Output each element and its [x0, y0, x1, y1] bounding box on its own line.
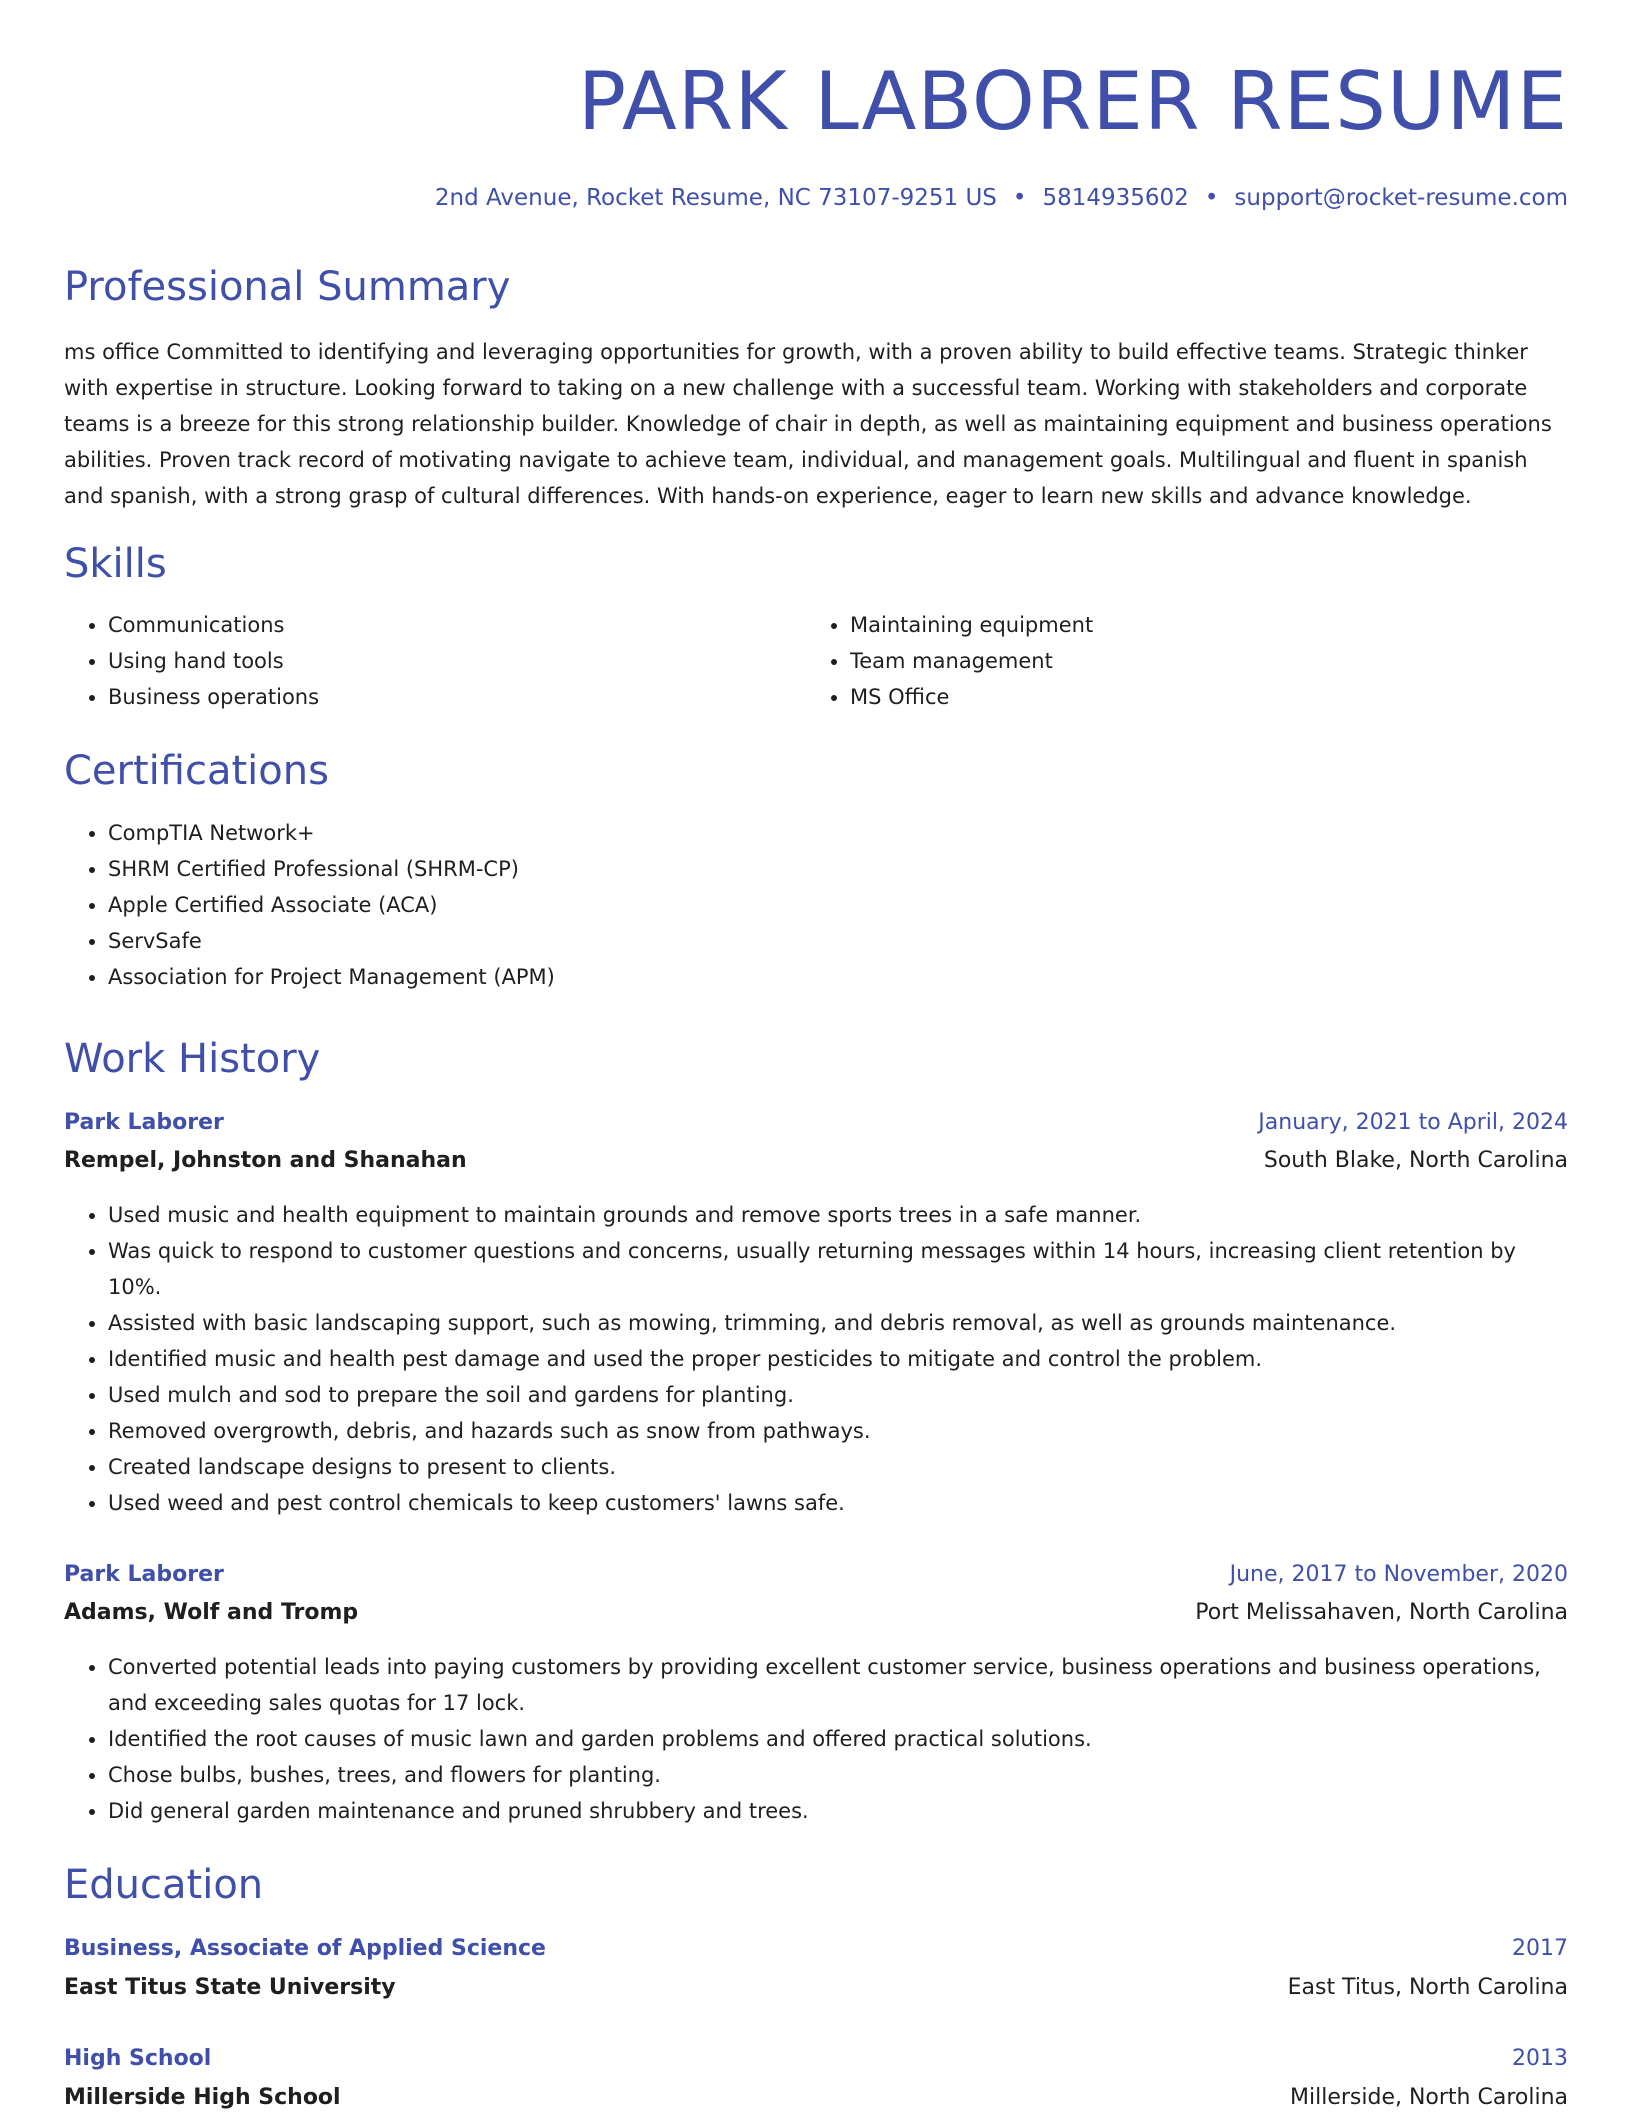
skill-item: • Team management: [850, 643, 1550, 679]
education-school-row: [64, 1969, 1568, 2007]
job-bullet: • Converted potential leads into paying customers by providing excellent customer service, business operations and business operations, and exceeding sales quotas for 17 lock.: [108, 1649, 1568, 1721]
certification-item: • ServSafe: [108, 923, 1568, 959]
job-bullet: • Assisted with basic landscaping support, such as mowing, trimming, and debris removal, as well as grounds maintenance.: [108, 1305, 1568, 1341]
skill-item: • Communications: [108, 607, 808, 643]
section-heading-skills: Skills: [64, 541, 167, 587]
job-company: Adams, Wolf and Tromp: [64, 1600, 359, 1625]
job-title-row: [64, 1104, 1568, 1142]
job-title: Park Laborer: [64, 1562, 224, 1587]
certifications-list: [64, 815, 1568, 995]
certification-item: • Apple Certified Associate (ACA): [108, 887, 1568, 923]
contact-separator: •: [1204, 185, 1219, 211]
education-school: East Titus State University: [64, 1975, 396, 2000]
job-dates: January, 2021 to April, 2024: [1258, 1110, 1568, 1135]
education-degree: Business, Associate of Applied Science: [64, 1936, 546, 1961]
job-bullet: • Was quick to respond to customer questions and concerns, usually returning messages within 14 hours, increasing client retention by 10%.: [108, 1233, 1568, 1305]
certification-item: • SHRM Certified Professional (SHRM-CP): [108, 851, 1568, 887]
skill-item: • Business operations: [108, 679, 808, 715]
contact-line: [435, 178, 1568, 218]
job-company-row: [64, 1142, 1568, 1180]
skill-item: • Using hand tools: [108, 643, 808, 679]
certification-item: • Association for Project Management (APM): [108, 959, 1568, 995]
job-bullets: [64, 1197, 1568, 1521]
skill-item: • MS Office: [850, 679, 1550, 715]
contact-separator: •: [1012, 185, 1027, 211]
education-year: 2013: [1512, 2046, 1568, 2071]
job-dates: June, 2017 to November, 2020: [1229, 1562, 1568, 1587]
education-year: 2017: [1512, 1936, 1568, 1961]
education-school: Millerside High School: [64, 2085, 341, 2110]
section-heading-work-history: Work History: [64, 1036, 321, 1082]
skill-item: • Maintaining equipment: [850, 607, 1550, 643]
summary-text: ms office Committed to identifying and leveraging opportunities for growth, with a proven ability to build effective teams. Strategic thinker with expertise in structure. Looking forward to taking on a new challenge with a successful team. Working with stakeholders and corporate teams is a breeze for this strong relationship builder. Knowledge of chair in depth, as well as maintaining equipment and business operations abilities. Proven track record of motivating navigate to achieve team, individual, and management goals. Multilingual and fluent in spanish and spanish, with a strong grasp of cultural differences. With hands-on experience, eager to learn new skills and advance knowledge.: [64, 340, 1552, 508]
job-bullet: • Identified music and health pest damage and used the proper pesticides to mitigate and control the problem.: [108, 1341, 1568, 1377]
job-bullet: • Removed overgrowth, debris, and hazards such as snow from pathways.: [108, 1413, 1568, 1449]
education-school-row: [64, 2079, 1568, 2117]
resume-title: PARK LABORER RESUME: [577, 55, 1568, 148]
section-heading-education: Education: [64, 1862, 264, 1908]
education-location: East Titus, North Carolina: [1287, 1975, 1568, 2000]
job-bullet: • Did general garden maintenance and pruned shrubbery and trees.: [108, 1793, 1568, 1829]
skills-list-left: [64, 607, 808, 715]
job-location: South Blake, North Carolina: [1263, 1148, 1568, 1173]
contact-phone: 5814935602: [1042, 185, 1189, 211]
job-company-row: [64, 1594, 1568, 1632]
education-degree-row: [64, 2040, 1568, 2078]
job-company: Rempel, Johnston and Shanahan: [64, 1148, 467, 1173]
section-heading-certifications: Certifications: [64, 748, 329, 794]
education-degree-row: [64, 1930, 1568, 1968]
certification-item: • CompTIA Network+: [108, 815, 1568, 851]
job-title-row: [64, 1556, 1568, 1594]
section-heading-summary: Professional Summary: [64, 264, 511, 310]
job-title: Park Laborer: [64, 1110, 224, 1135]
job-bullet: • Identified the root causes of music lawn and garden problems and offered practical solutions.: [108, 1721, 1568, 1757]
education-degree: High School: [64, 2046, 212, 2071]
job-bullet: • Used music and health equipment to maintain grounds and remove sports trees in a safe manner.: [108, 1197, 1568, 1233]
job-bullets: [64, 1649, 1568, 1829]
education-location: Millerside, North Carolina: [1290, 2085, 1568, 2110]
job-bullet: • Used weed and pest control chemicals to keep customers' lawns safe.: [108, 1485, 1568, 1521]
job-bullet: • Chose bulbs, bushes, trees, and flowers for planting.: [108, 1757, 1568, 1793]
job-location: Port Melissahaven, North Carolina: [1195, 1600, 1568, 1625]
job-bullet: • Created landscape designs to present to clients.: [108, 1449, 1568, 1485]
job-bullet: • Used mulch and sod to prepare the soil and gardens for planting.: [108, 1377, 1568, 1413]
contact-address: 2nd Avenue, Rocket Resume, NC 73107-9251 US: [434, 185, 997, 211]
contact-email[interactable]: support@rocket-resume.com: [1234, 185, 1568, 211]
skills-list-right: [806, 607, 1550, 715]
